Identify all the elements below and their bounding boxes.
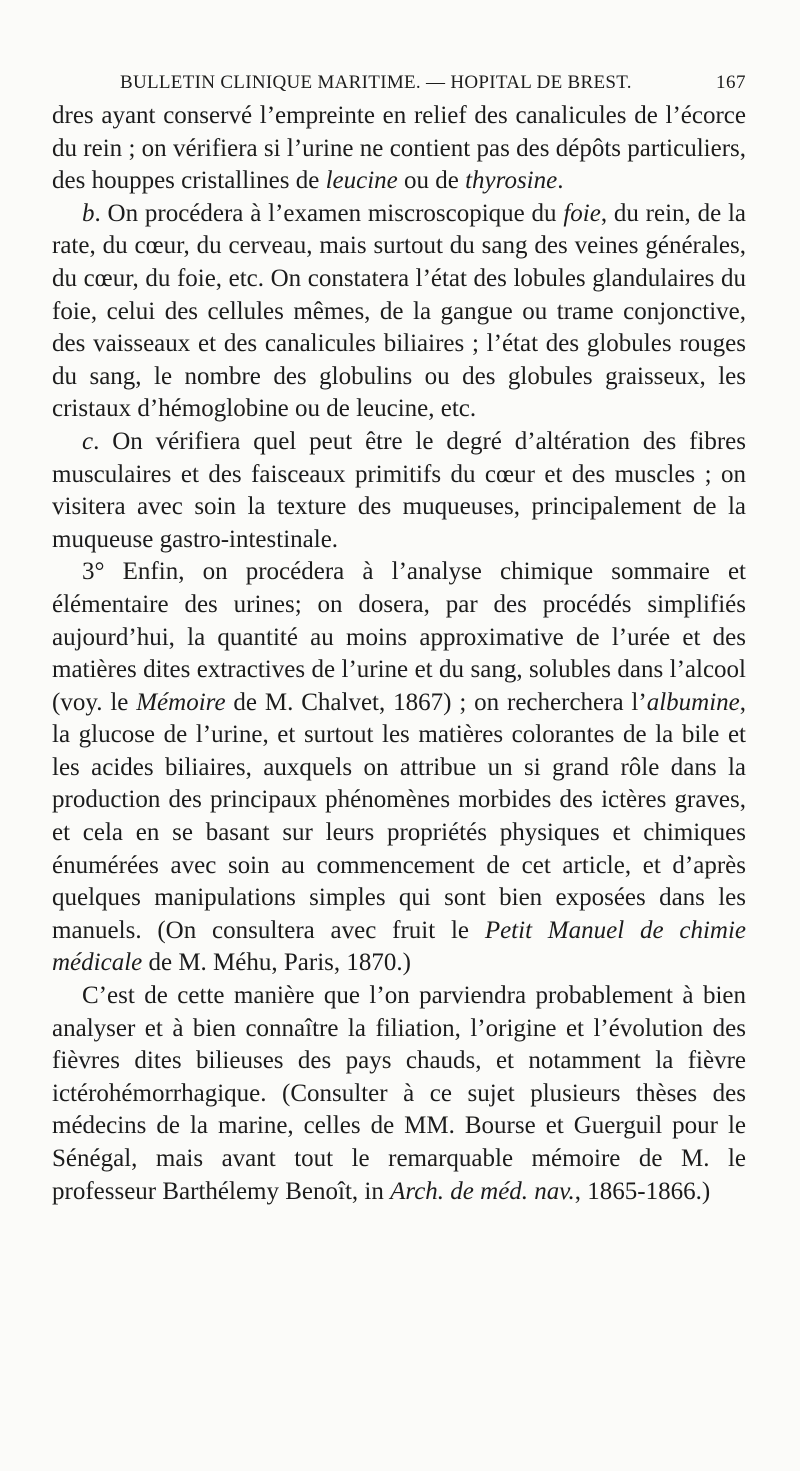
text-run-italic: albumine <box>646 688 740 716</box>
paragraph-item-c <box>52 426 746 556</box>
page-number: 167 <box>716 72 746 93</box>
text-run: , la glucose de l’urine, et surtout les matières colorantes de la bile et les acides biliaires, auxquels on attribue un si grand rôle dans la production des principaux phénomènes morbides des ictères graves, et cela en se basant sur leurs propriétés physiques et chimiques énumérées avec soin au commencement de cet article, et d’après quelques manipulations simples qui sont bien exposées dans les manuels. (On consultera avec fruit le <box>52 688 746 944</box>
paragraph-item-b <box>52 198 746 426</box>
text-run: de M. Méhu, Paris, 1870.) <box>142 949 411 977</box>
body-text <box>52 100 746 1208</box>
text-run-italic: Petit Manuel de chimie médicale <box>52 916 746 977</box>
text-run: . On vérifiera quel peut être le degré d’altération des fibres musculaires et des faisceaux primitifs du cœur et des muscles ; on visitera avec soin la texture des muqueuses, principalement de la muqueuse gastro-intestinale. <box>52 427 746 553</box>
item-marker: c <box>82 427 94 455</box>
book-page <box>52 66 746 1208</box>
text-run-italic: Arch. de méd. nav. <box>390 1177 575 1205</box>
text-run-italic: Mémoire <box>136 688 226 716</box>
text-run: ou de <box>397 167 466 195</box>
paragraph-item-3 <box>52 556 746 980</box>
text-run: , 1865-1866.) <box>574 1177 711 1205</box>
text-run: dres ayant conservé l’empreinte en relief des canalicules de l’écorce du rein ; on vérifiera si l’urine ne contient pas des dépôts particuliers, des houppes cristallines de <box>52 102 746 195</box>
text-run: . On procédera à l’examen miscroscopique du <box>94 199 564 227</box>
paragraph-conclusion <box>52 980 746 1208</box>
running-header <box>52 66 746 100</box>
running-title: BULLETIN CLINIQUE MARITIME. — HOPITAL DE BREST. <box>120 72 632 93</box>
text-run-italic: foie <box>563 199 601 227</box>
text-run: C’est de cette manière que l’on parviendra probablement à bien analyser et à bien connaître la filiation, l’origine et l’évolution des fièvres dites bilieuses des pays chauds, et notamment la fièvre ictérohémorrhagique. (Consulter à ce sujet plusieurs thèses des médecins de la marine, celles de MM. Bourse et Guerguil pour le Sénégal, mais avant tout le remarquable mémoire de M. le professeur Barthélemy Benoît, in <box>52 982 746 1205</box>
text-run: . <box>557 167 564 195</box>
paragraph-continuation <box>52 100 746 198</box>
text-run: , du rein, de la rate, du cœur, du cerveau, mais surtout du sang des veines générales, du cœur, du foie, etc. On constatera l’état des lobules glandulaires du foie, celui des cellules mêmes, de la gangue ou trame conjonctive, des vaisseaux et des canalicules biliaires ; l’état des globules rouges du sang, le nombre des globulins ou des globules graisseux, les cristaux d’hémoglobine ou de leucine, etc. <box>52 199 746 423</box>
text-run: 3° Enfin, on procédera à l’analyse chimique sommaire et élémentaire des urines; on dosera, par des procédés simplifiés aujourd’hui, la quantité au moins approximative de l’urée et des matières dites extractives de l’urine et du sang, solubles dans l’alcool (voy. le <box>52 558 746 716</box>
item-marker: b <box>82 199 95 227</box>
text-run: de M. Chalvet, 1867) ; on recherchera l’ <box>225 688 647 716</box>
text-run-italic: leucine <box>325 167 398 195</box>
text-run-italic: thyrosine <box>465 167 558 195</box>
